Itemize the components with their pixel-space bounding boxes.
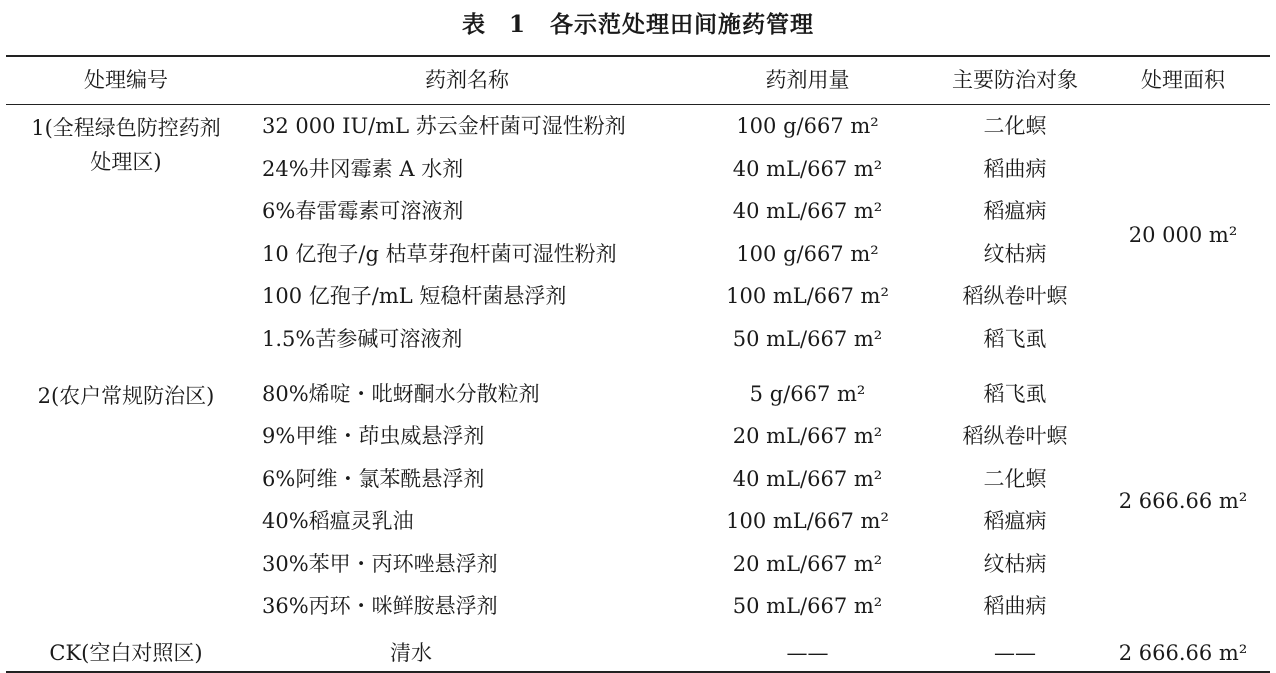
table-row-dose: 50 mL/667 m² xyxy=(732,327,883,351)
table-row-target: —— xyxy=(994,641,1036,665)
header-area: 处理面积 xyxy=(1141,68,1225,92)
table-row-dose: 100 g/667 m² xyxy=(736,242,879,266)
table-row-target: 稻纵卷叶螟 xyxy=(962,284,1068,308)
table-row-dose: 20 mL/667 m² xyxy=(732,424,883,448)
group-1-id-line-1: 1(全程绿色防控药剂 xyxy=(31,116,221,140)
table-row-dose: 50 mL/667 m² xyxy=(732,594,883,618)
table-row-target: 稻瘟病 xyxy=(983,199,1047,223)
table-row-dose: 40 mL/667 m² xyxy=(732,467,883,491)
group-ck-area: 2 666.66 m² xyxy=(1118,641,1248,665)
table-header-rule xyxy=(6,104,1270,105)
table-row-name: 32 000 IU/mL 苏云金杆菌可湿性粉剂 xyxy=(262,114,626,138)
table-row-target: 纹枯病 xyxy=(983,242,1047,266)
table-row-target: 稻曲病 xyxy=(983,594,1047,618)
ck-agent-name: 清水 xyxy=(390,641,432,665)
table-row-dose: 100 mL/667 m² xyxy=(726,284,889,308)
group-1-area: 20 000 m² xyxy=(1128,223,1238,247)
header-agent-name: 药剂名称 xyxy=(425,68,509,92)
table-row-name: 6%阿维・氯苯酰悬浮剂 xyxy=(262,467,485,491)
table-row-dose: 5 g/667 m² xyxy=(749,382,866,406)
table-row-name: 1.5%苦参碱可溶液剂 xyxy=(262,327,463,351)
table-row-target: 稻纵卷叶螟 xyxy=(962,424,1068,448)
table-row-dose: 40 mL/667 m² xyxy=(732,157,883,181)
table-row-target: 稻瘟病 xyxy=(983,509,1047,533)
table-row-dose: 40 mL/667 m² xyxy=(732,199,883,223)
group-ck-id-line-1: CK(空白对照区) xyxy=(49,641,203,665)
table-row-name: 6%春雷霉素可溶液剂 xyxy=(262,199,464,223)
group-1-id xyxy=(6,115,246,175)
table-row-name: 24%井冈霉素 A 水剂 xyxy=(262,157,464,181)
table-row-target: 二化螟 xyxy=(983,114,1047,138)
table-row-name xyxy=(262,640,672,666)
table-row-target: 稻曲病 xyxy=(983,157,1047,181)
table-row-name: 9%甲维・茚虫威悬浮剂 xyxy=(262,424,485,448)
group-2-id-line-1: 2(农户常规防治区) xyxy=(37,384,215,408)
table-row-name: 80%烯啶・吡蚜酮水分散粒剂 xyxy=(262,382,540,406)
table-row-name: 36%丙环・咪鲜胺悬浮剂 xyxy=(262,594,498,618)
table-row-target: 纹枯病 xyxy=(983,552,1047,576)
table-row-name: 40%稻瘟灵乳油 xyxy=(262,509,414,533)
group-2-area: 2 666.66 m² xyxy=(1118,489,1248,513)
table-row-dose: 100 g/667 m² xyxy=(736,114,879,138)
table-row-target: 二化螟 xyxy=(983,467,1047,491)
table-caption: 表 1 各示范处理田间施药管理 xyxy=(461,11,814,38)
table-row-target: 稻飞虱 xyxy=(983,327,1047,351)
group-ck-id xyxy=(6,640,246,666)
header-target: 主要防治对象 xyxy=(952,68,1078,92)
table-row-dose: —— xyxy=(786,641,829,665)
table-row-name: 30%苯甲・丙环唑悬浮剂 xyxy=(262,552,498,576)
table-top-rule xyxy=(6,55,1270,57)
header-treatment-id: 处理编号 xyxy=(84,68,168,92)
table-row-name: 10 亿孢子/g 枯草芽孢杆菌可湿性粉剂 xyxy=(262,242,617,266)
table-row-dose: 100 mL/667 m² xyxy=(726,509,889,533)
group-2-id xyxy=(6,383,246,409)
table-row-name: 100 亿孢子/mL 短稳杆菌悬浮剂 xyxy=(262,284,567,308)
table-row-target: 稻飞虱 xyxy=(983,382,1047,406)
group-1-id-line-2: 处理区) xyxy=(90,150,162,174)
header-dosage: 药剂用量 xyxy=(765,68,850,92)
table-row-dose: 20 mL/667 m² xyxy=(732,552,883,576)
